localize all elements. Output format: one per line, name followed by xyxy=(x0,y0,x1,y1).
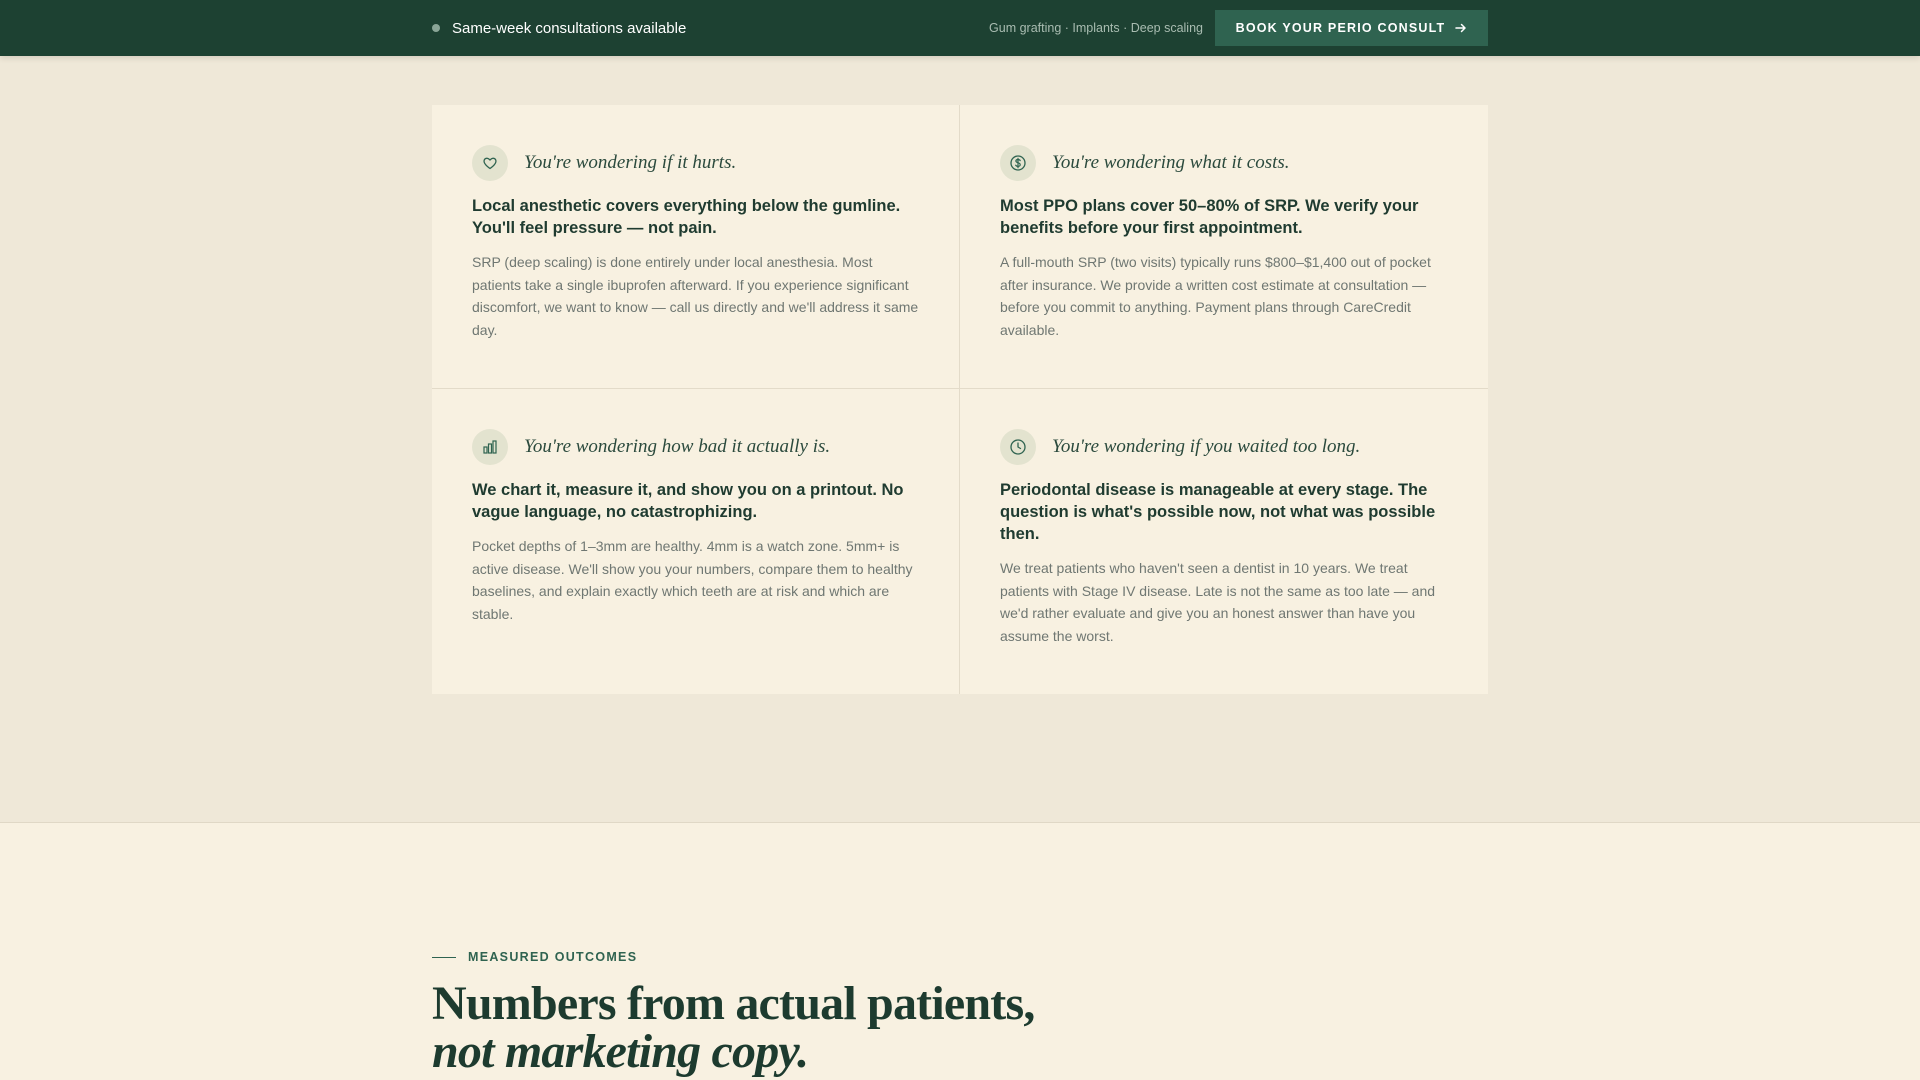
eyebrow-rule xyxy=(432,957,456,958)
bar-chart-icon xyxy=(472,429,508,465)
heart-icon xyxy=(472,145,508,181)
question-text: You're wondering how bad it actually is. xyxy=(524,436,831,457)
question-text: You're wondering what it costs. xyxy=(1052,152,1290,173)
detail-text: SRP (deep scaling) is done entirely under local anesthesia. Most patients take a single ibuprofen afterward. If you experience significant discomfort, we want to know — call us directly and we'll address it same day. xyxy=(472,254,919,338)
eyebrow-text: MEASURED OUTCOMES xyxy=(468,950,638,964)
answer-text: Most PPO plans cover 50–80% of SRP. We verify your benefits before your first appointment. xyxy=(1000,197,1419,237)
answer-text: Local anesthetic covers everything below the gumline. You'll feel pressure — not pain. xyxy=(472,197,901,237)
concern-card-timing xyxy=(960,389,1488,694)
question-row xyxy=(1000,145,1448,181)
answer-text: We chart it, measure it, and show you on a printout. No vague language, no catastrophizing. xyxy=(472,481,904,521)
top-bar xyxy=(0,0,1920,56)
headline-line-1: Numbers from actual patients, xyxy=(432,977,1035,1030)
arrow-right-icon xyxy=(1455,22,1467,34)
top-bar-inner xyxy=(432,0,1488,56)
dollar-icon xyxy=(1000,145,1036,181)
question-text: You're wondering if it hurts. xyxy=(524,152,737,173)
top-bar-actions xyxy=(989,10,1488,46)
book-consult-button[interactable] xyxy=(1215,10,1488,46)
concern-card-severity xyxy=(432,389,960,694)
detail-text: Pocket depths of 1–3mm are healthy. 4mm is a watch zone. 5mm+ is active disease. We'll show you your numbers, compare them to healthy baselines, and explain exactly which teeth are at risk and which are stable. xyxy=(472,538,913,622)
status-text: Same-week consultations available xyxy=(452,19,687,37)
clock-icon xyxy=(1000,429,1036,465)
availability-status xyxy=(432,20,686,37)
headline-line-2: not marketing copy. xyxy=(432,1025,809,1078)
concern-card-cost xyxy=(960,105,1488,389)
section-headline xyxy=(432,977,1332,1078)
detail-text: A full-mouth SRP (two visits) typically runs $800–$1,400 out of pocket after insurance. We provide a written cost estimate at consultation — before you commit to anything. Payment plans through CareCredit available. xyxy=(1000,254,1431,338)
question-row xyxy=(472,429,919,465)
status-dot-icon xyxy=(432,24,440,32)
section-eyebrow xyxy=(432,950,637,964)
detail-text: We treat patients who haven't seen a dentist in 10 years. We treat patients with Stage IV disease. Late is not the same as too late — and we'd rather evaluate and give you an honest answer than have you assume the worst. xyxy=(1000,560,1436,644)
book-consult-label: BOOK YOUR PERIO CONSULT xyxy=(1235,21,1446,35)
concerns-grid xyxy=(432,105,1488,694)
question-row xyxy=(1000,429,1448,465)
outcomes-section xyxy=(0,823,1920,1080)
question-text: You're wondering if you waited too long. xyxy=(1052,436,1361,457)
concern-card-pain xyxy=(432,105,960,389)
question-row xyxy=(472,145,919,181)
answer-text: Periodontal disease is manageable at every stage. The question is what's possible now, not what was possible then. xyxy=(1000,481,1436,543)
services-list: Gum grafting · Implants · Deep scaling xyxy=(989,21,1203,35)
